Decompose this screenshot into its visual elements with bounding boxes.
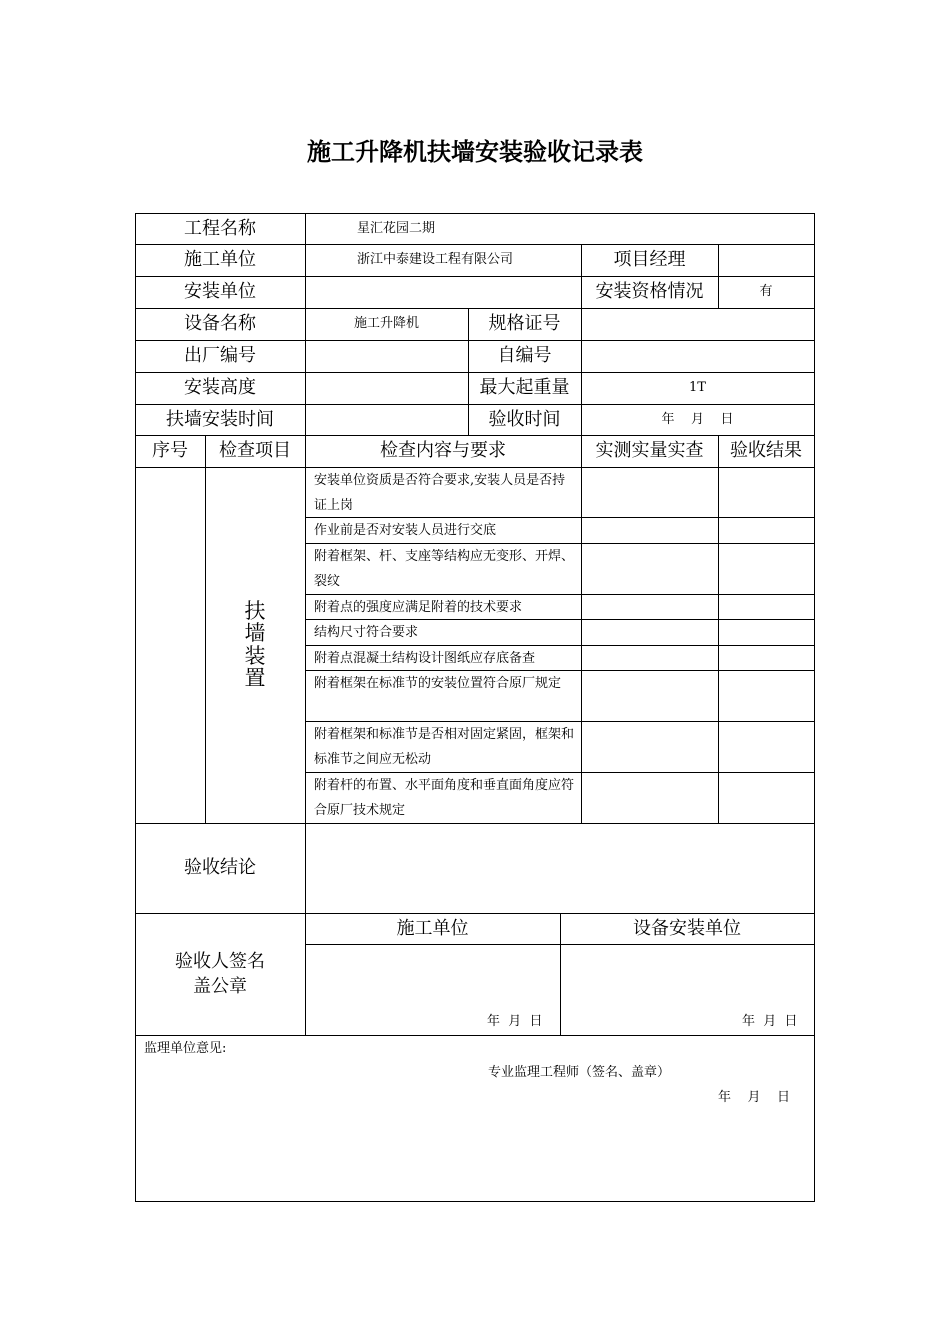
self-no-label: 自编号 <box>497 345 552 367</box>
page-title: 施工升降机扶墙安装验收记录表 <box>307 138 643 166</box>
acceptance-time-value: 年 月 日 <box>661 411 734 427</box>
construction-unit-value: 浙江中泰建设工程有限公司 <box>357 252 514 268</box>
project-name-value: 星汇花园二期 <box>357 220 436 236</box>
requirement-item: 安装单位资质是否符合要求,安装人员是否持证上岗 <box>314 473 566 513</box>
signature-date-1: 年 月 日 <box>487 1014 543 1030</box>
requirement-item: 作业前是否对安装人员进行交底 <box>314 523 497 538</box>
inspection-item-label <box>205 597 305 692</box>
install-unit-value <box>305 276 581 308</box>
install-height-value <box>305 372 468 404</box>
acceptance-time-label: 验收时间 <box>488 408 561 430</box>
factory-no-label: 出厂编号 <box>184 345 256 367</box>
header-item: 检查项目 <box>219 440 291 462</box>
supervision-date: 年 月 日 <box>718 1090 791 1106</box>
requirement-item: 结构尺寸符合要求 <box>314 625 419 640</box>
header-content: 检查内容与要求 <box>380 440 506 462</box>
inspection-item-char: 扶 <box>244 599 266 624</box>
signature-label <box>135 913 305 1035</box>
inspection-item-char: 置 <box>244 665 266 690</box>
signature-label-line2: 盖公章 <box>193 976 247 997</box>
install-qualification-label: 安装资格情况 <box>595 281 704 303</box>
supervision-label: 监理单位意见: <box>144 1041 227 1057</box>
header-seq: 序号 <box>152 440 188 462</box>
inspection-item-char: 装 <box>244 643 266 668</box>
requirement-item: 附着点混凝土结构设计图纸应存底备查 <box>314 650 536 666</box>
spec-cert-value <box>581 308 814 340</box>
install-qualification-value: 有 <box>759 284 773 300</box>
max-lift-label: 最大起重量 <box>479 377 570 399</box>
wall-install-time-value <box>305 404 468 435</box>
requirement-item: 附着杆的布置、水平面角度和垂直面角度应符合原厂技术规定 <box>314 778 575 818</box>
inspection-item-char: 墙 <box>244 621 266 646</box>
install-height-label: 安装高度 <box>184 377 256 399</box>
conclusion-label: 验收结论 <box>184 857 256 879</box>
project-name-label: 工程名称 <box>184 217 256 239</box>
supervision-engineer: 专业监理工程师（签名、盖章） <box>488 1065 671 1081</box>
requirement-item: 附着框架在标准节的安装位置符合原厂规定 <box>314 676 562 691</box>
project-manager-value <box>718 244 814 276</box>
signature-col-construction: 施工单位 <box>396 917 469 939</box>
install-unit-label: 安装单位 <box>184 281 256 303</box>
signature-col-installer: 设备安装单位 <box>633 917 741 939</box>
wall-install-time-label: 扶墙安装时间 <box>166 408 274 430</box>
header-measured: 实测实量实查 <box>595 440 704 462</box>
max-lift-value: 1T <box>689 380 706 396</box>
project-manager-label: 项目经理 <box>613 249 686 271</box>
header-result: 验收结果 <box>730 440 802 462</box>
signature-label-line1: 验收人签名 <box>175 951 265 972</box>
acceptance-form <box>135 213 815 1202</box>
requirement-item: 附着点的强度应满足附着的技术要求 <box>314 599 523 615</box>
requirement-item: 附着框架和标准节是否相对固定紧固，框架和标准节之间应无松动 <box>314 727 575 767</box>
factory-no-value <box>305 340 468 372</box>
spec-cert-label: 规格证号 <box>488 313 561 335</box>
construction-unit-label: 施工单位 <box>184 249 256 271</box>
requirement-item: 附着框架、杆、支座等结构应无变形、开焊、裂纹 <box>314 549 575 589</box>
equipment-name-label: 设备名称 <box>184 313 256 335</box>
signature-date-2: 年 月 日 <box>742 1014 798 1030</box>
equipment-name-value: 施工升降机 <box>353 316 419 332</box>
self-no-value <box>581 340 814 372</box>
